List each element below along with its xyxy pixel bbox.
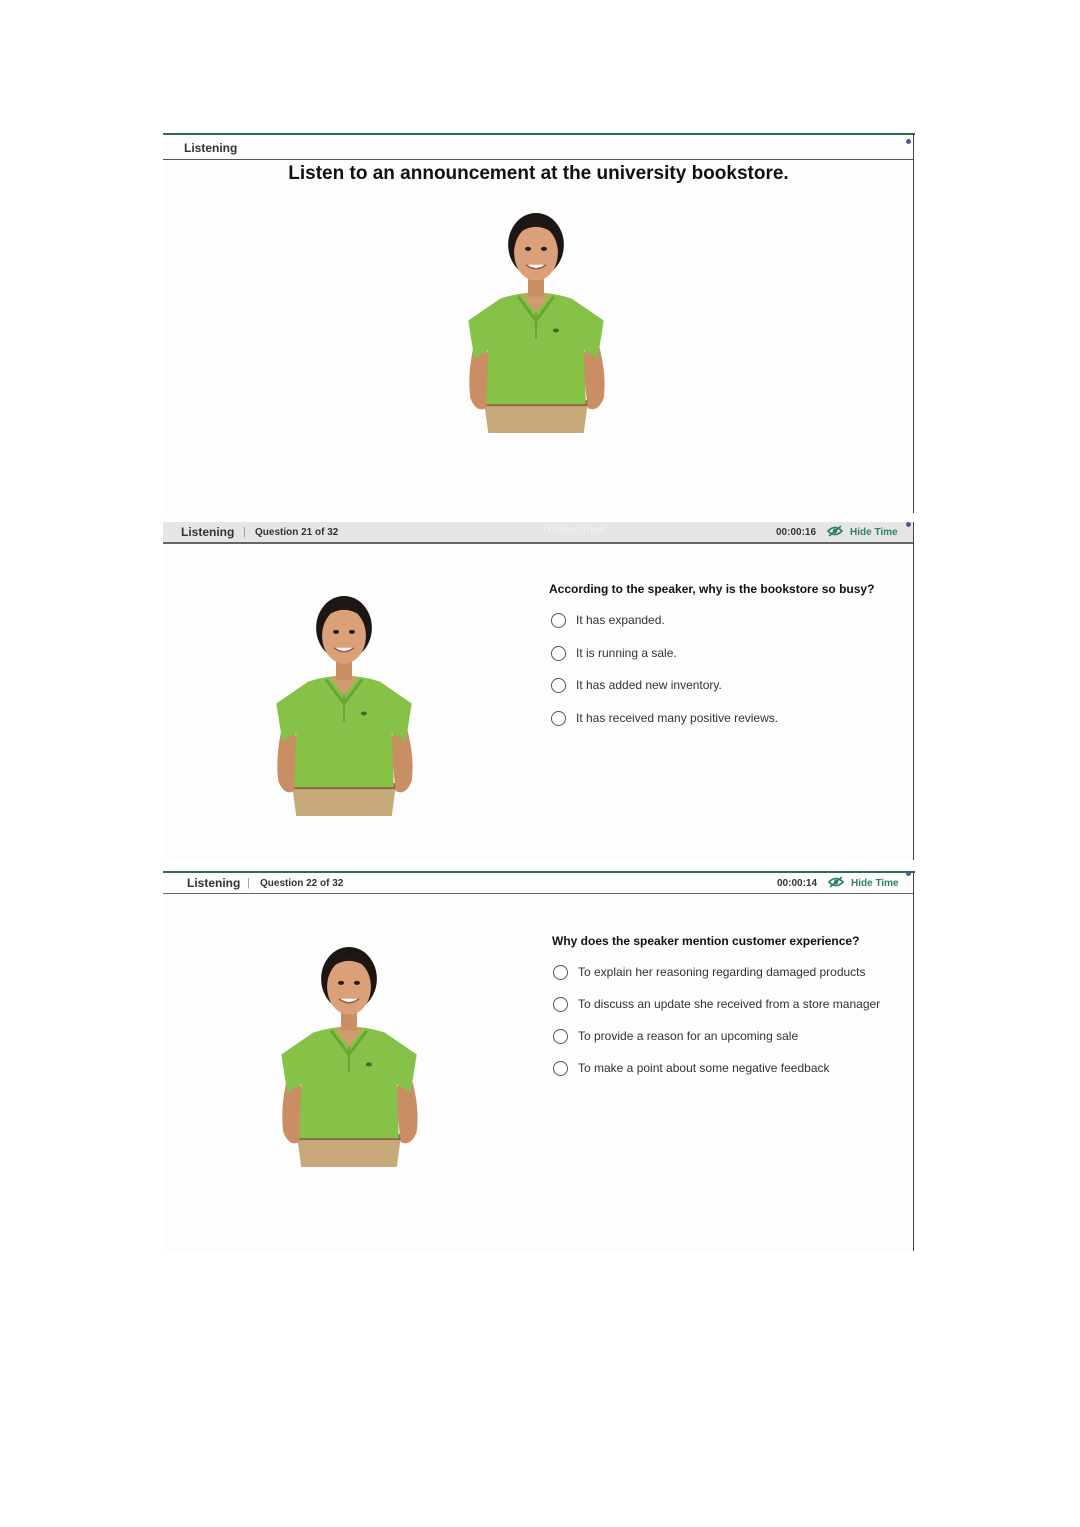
timer: 00:00:16 <box>776 527 817 538</box>
section-label: Listening <box>184 141 238 155</box>
timer: 00:00:14 <box>777 878 818 889</box>
option-label: It is running a sale. <box>576 646 677 660</box>
section-label: Listening <box>187 876 241 890</box>
radio-button[interactable] <box>553 997 568 1012</box>
radio-button[interactable] <box>551 678 566 693</box>
speaker-image <box>263 592 425 816</box>
eye-icon[interactable] <box>827 525 843 537</box>
question-header <box>163 873 914 894</box>
radio-button[interactable] <box>551 711 566 726</box>
right-border <box>913 871 914 1251</box>
radio-button[interactable] <box>553 1029 568 1044</box>
option-label: To make a point about some negative feedback <box>578 1061 830 1075</box>
section-label: Listening <box>181 525 235 539</box>
option-label: It has added new inventory. <box>576 678 722 692</box>
option-label: To provide a reason for an upcoming sale <box>578 1029 799 1043</box>
status-dot <box>906 139 911 144</box>
question-21-panel <box>163 522 914 860</box>
status-dot <box>906 522 911 527</box>
question-22-panel <box>163 871 914 1251</box>
intro-panel <box>163 133 914 513</box>
option-label: It has received many positive reviews. <box>576 711 779 725</box>
right-border <box>913 133 914 513</box>
question-counter: Question 22 of 32 <box>260 878 344 889</box>
option-label: To discuss an update she received from a store manager <box>578 997 881 1011</box>
speaker-image <box>268 943 430 1167</box>
eye-icon[interactable] <box>828 876 844 888</box>
radio-button[interactable] <box>551 613 566 628</box>
speaker-image <box>455 209 617 433</box>
radio-button[interactable] <box>551 646 566 661</box>
question-text: According to the speaker, why is the bookstore so busy? <box>549 582 875 596</box>
file-name: Untitled.mp4 <box>543 524 605 536</box>
option-label: To explain her reasoning regarding damaged products <box>578 965 866 979</box>
question-counter: Question 21 of 32 <box>255 527 339 538</box>
question-header <box>163 522 914 544</box>
radio-button[interactable] <box>553 965 568 980</box>
intro-header <box>163 135 914 160</box>
header-divider: | <box>243 526 246 538</box>
header-divider: | <box>247 877 250 889</box>
question-text: Why does the speaker mention customer experience? <box>552 934 860 948</box>
right-border <box>913 522 914 860</box>
status-dot <box>906 871 911 876</box>
intro-title: Listen to an announcement at the university bookstore. <box>288 163 789 184</box>
radio-button[interactable] <box>553 1061 568 1076</box>
hide-time-button[interactable]: Hide Time <box>850 527 898 538</box>
option-label: It has expanded. <box>576 613 665 627</box>
hide-time-button[interactable]: Hide Time <box>851 878 899 889</box>
